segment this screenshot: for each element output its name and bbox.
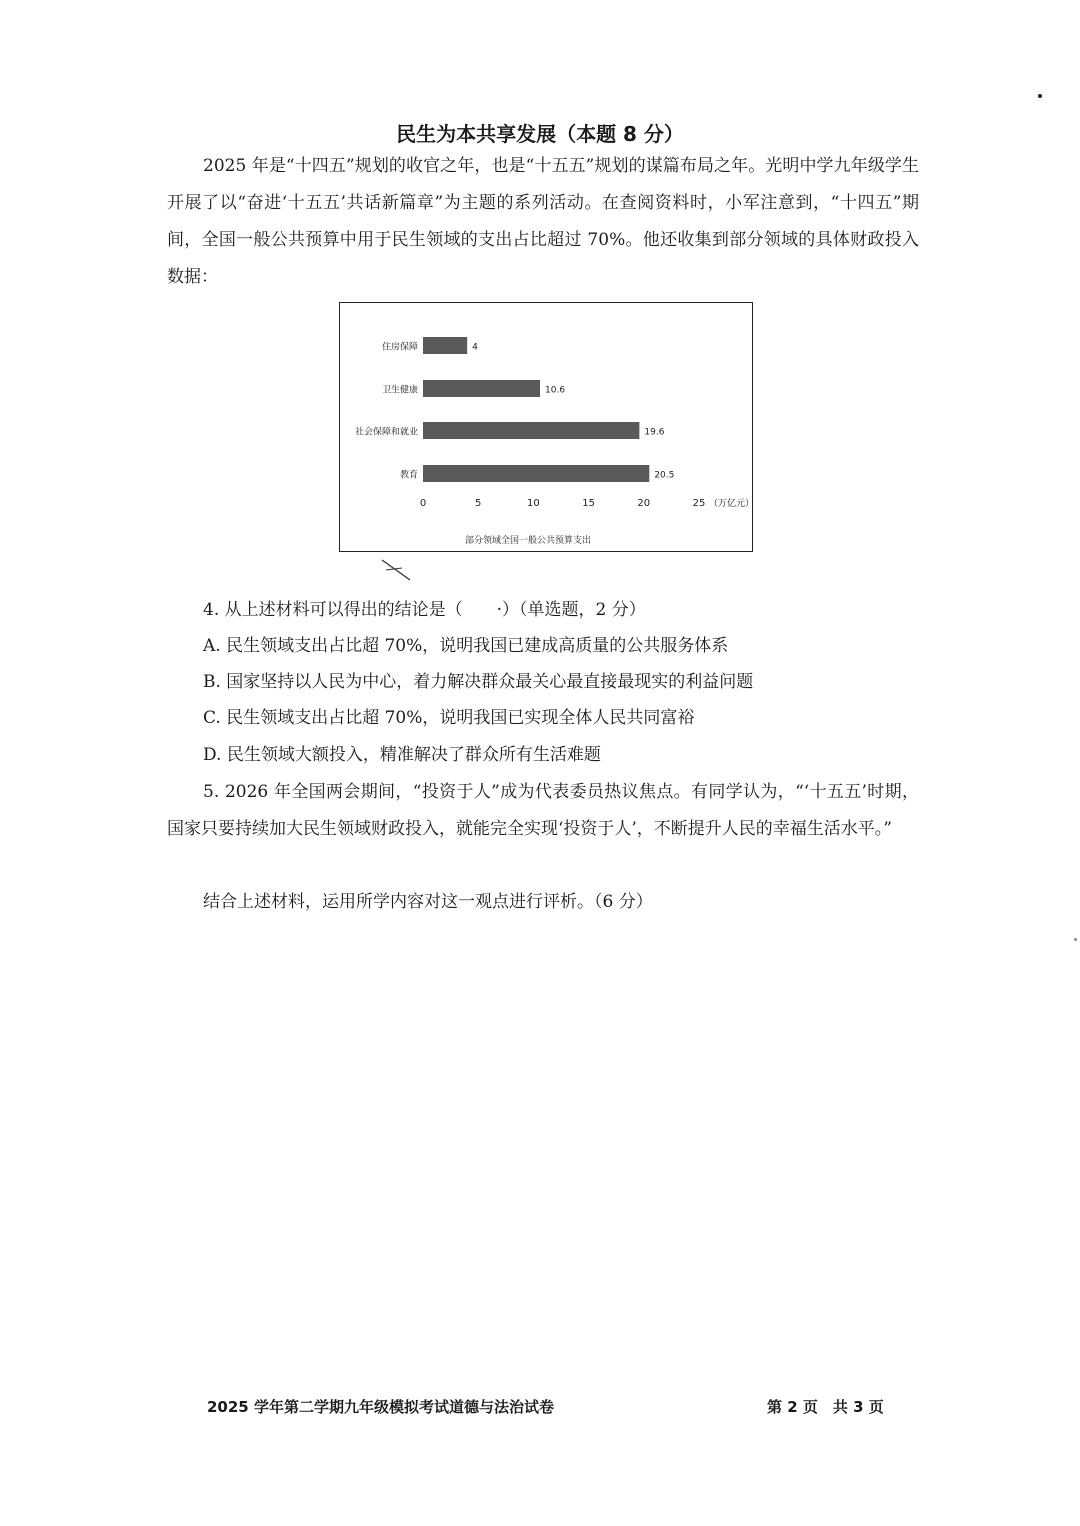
chart-data-label: 19.6 (644, 427, 665, 438)
scan-speck (1074, 938, 1077, 941)
chart-x-tick-label: 20 (637, 498, 651, 509)
scan-speck (1038, 94, 1042, 98)
chart-bar (423, 465, 649, 482)
chart-category-label: 社会保障和就业 (354, 427, 418, 438)
chart-title: 部分领域全国一般公共预算支出 (464, 536, 592, 546)
chart-category-label: 住房保障 (381, 342, 418, 353)
chart-data-label: 10.6 (545, 385, 566, 396)
q4-option-b: B. 国家坚持以人民为中心，着力解决群众最关心最直接最现实的利益问题 (203, 672, 754, 692)
q4-option-d: D. 民生领域大额投入，精准解决了群众所有生活难题 (203, 745, 601, 765)
q4-option-a: A. 民生领域支出占比超 70%，说明我国已建成高质量的公共服务体系 (203, 636, 729, 656)
chart-bar (423, 337, 467, 354)
chart-x-tick-label: 10 (527, 498, 540, 509)
chart-svg (340, 303, 754, 553)
q4-option-c: C. 民生领域支出占比超 70%，说明我国已实现全体人民共同富裕 (203, 708, 695, 728)
chart-bar (423, 380, 540, 397)
chart-x-unit: （万亿元） (709, 499, 754, 509)
footer-exam-name: 2025 学年第二学期九年级模拟考试道德与法治试卷 (207, 1398, 554, 1416)
chart-data-label: 4 (472, 342, 478, 353)
chart-x-tick-label: 0 (419, 498, 427, 509)
chart-data-label: 20.5 (654, 470, 675, 481)
chart-category-label: 教育 (399, 470, 418, 481)
q5-stem: 5. 2026 年全国两会期间，“投资于人”成为代表委员热议焦点。有同学认为，“‘十五五’时期，国家只要持续加大民生领域财政投入，就能完全实现‘投资于人’，不断提升人民的幸福生活水平。” (167, 782, 919, 839)
section-title: 民生为本共享发展（本题 8 分） (396, 122, 684, 146)
footer-page-number: 第 2 页 共 3 页 (767, 1398, 884, 1416)
chart-category-label: 卫生健康 (381, 385, 418, 396)
q5-task: 结合上述材料，运用所学内容对这一观点进行评析。（6 分） (203, 892, 653, 912)
q4-stem: 4. 从上述材料可以得出的结论是（ ·）（单选题，2 分） (203, 600, 646, 620)
chart-x-tick-label: 15 (582, 498, 595, 509)
expenditure-chart (339, 302, 753, 552)
scan-mark (380, 558, 414, 584)
chart-x-tick-label: 5 (475, 498, 482, 509)
chart-bar (423, 422, 639, 439)
chart-x-tick-label: 25 (692, 498, 706, 509)
intro-paragraph: 2025 年是“十四五”规划的收官之年，也是“十五五”规划的谋篇布局之年。光明中学九年级学生开展了以“奋进‘十五五’共话新篇章”为主题的系列活动。在查阅资料时，小军注意到，“十四五”期间，全国一般公共预算中用于民生领域的支出占比超过 70%。他还收集到部分领域的具体财政投入数据： (167, 156, 919, 287)
